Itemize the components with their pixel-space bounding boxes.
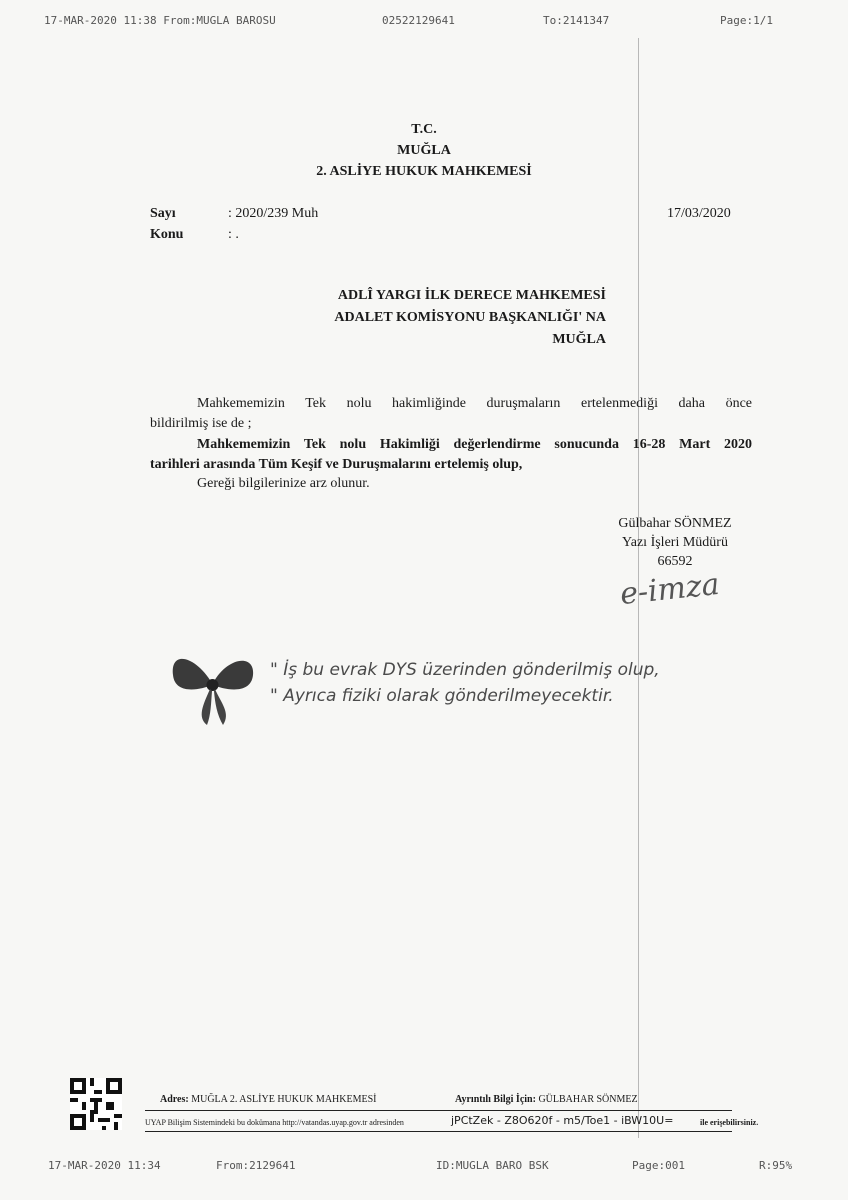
dys-note-line2: " Ayrıca fiziki olarak gönderilmeyecektir. — [270, 686, 614, 706]
fax-header-from: 17-MAR-2020 11:38 From:MUGLA BAROSU — [44, 14, 276, 27]
letterhead-city: MUĞLA — [397, 143, 451, 158]
konu-value: : . — [228, 227, 239, 242]
fax-header-to: To:2141347 — [543, 14, 610, 27]
recipient-line1: ADLÎ YARGI İLK DERECE MAHKEMESİ — [337, 288, 606, 303]
body-paragraph1-line1: Mahkememizin Tek nolu hakimliğinde duruşmaların ertelenmediği daha önce — [197, 396, 752, 411]
konu-label: Konu — [150, 227, 184, 242]
fax-header-phone: 02522129641 — [382, 14, 455, 27]
signer-name: Gülbahar SÖNMEZ — [618, 516, 732, 531]
fax-footer-id: ID:MUGLA BARO BSK — [436, 1159, 549, 1172]
footer-rule-bottom — [145, 1131, 732, 1132]
info-value: GÜLBAHAR SÖNMEZ — [538, 1094, 638, 1105]
sayi-label: Sayı — [150, 206, 176, 221]
sayi-value: : 2020/239 Muh — [228, 206, 319, 221]
verification-code: jPCtZek - Z8O620f - m5/Toe1 - iBW10U= — [451, 1114, 674, 1127]
qr-code-icon — [70, 1078, 122, 1135]
access-note: ile erişebilirsiniz. — [700, 1118, 759, 1127]
body-paragraph1-line2: bildirilmiş ise de ; — [150, 416, 252, 431]
fax-footer-from: From:2129641 — [216, 1159, 296, 1172]
footer-address — [160, 1094, 376, 1105]
fax-footer-ratio: R:95% — [759, 1159, 793, 1172]
fax-footer-datetime: 17-MAR-2020 11:34 — [48, 1159, 161, 1172]
recipient-line3: MUĞLA — [552, 332, 606, 347]
footer-info — [455, 1094, 638, 1105]
footer-rule-top — [145, 1110, 732, 1111]
address-value: MUĞLA 2. ASLİYE HUKUK MAHKEMESİ — [191, 1094, 377, 1105]
fax-header-page: Page:1/1 — [720, 14, 773, 27]
signer-title: Yazı İşleri Müdürü — [622, 535, 728, 550]
bow-icon — [165, 645, 260, 735]
uyap-note: UYAP Bilişim Sistemindeki bu dokümana http://vatandas.uyap.gov.tr adresinden — [145, 1118, 404, 1127]
letterhead-tc: T.C. — [411, 122, 437, 137]
body-paragraph2-line1: Mahkememizin Tek nolu Hakimliği değerlendirme sonucunda 16-28 Mart 2020 — [197, 437, 752, 452]
signer-number: 66592 — [657, 554, 693, 569]
body-paragraph2-line2: tarihleri arasında Tüm Keşif ve Duruşmalarını ertelemiş olup, — [150, 457, 523, 472]
info-label: Ayrıntılı Bilgi İçin: — [455, 1094, 536, 1105]
recipient-line2: ADALET KOMİSYONU BAŞKANLIĞI' NA — [334, 310, 606, 325]
dys-note-line1: " İş bu evrak DYS üzerinden gönderilmiş olup, — [270, 660, 660, 680]
address-label: Adres: — [160, 1094, 189, 1105]
document-date: 17/03/2020 — [667, 206, 731, 221]
letterhead-court: 2. ASLİYE HUKUK MAHKEMESİ — [316, 164, 532, 179]
body-closing: Gereği bilgilerinize arz olunur. — [197, 476, 370, 491]
e-signature-mark: e-imza — [618, 566, 722, 613]
fax-footer-page: Page:001 — [632, 1159, 685, 1172]
